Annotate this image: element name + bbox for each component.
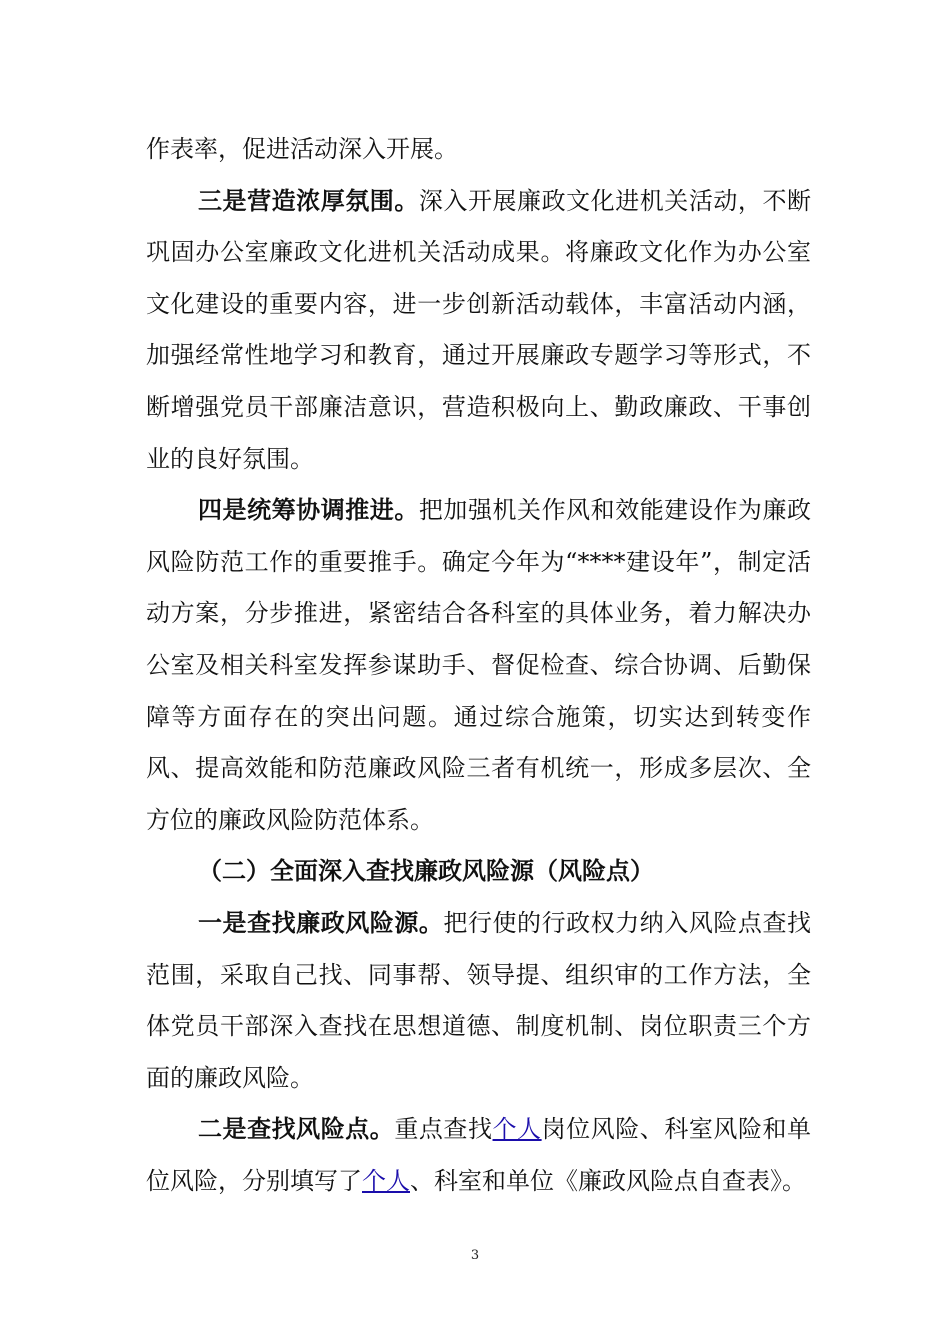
paragraph-lead: 一是查找廉政风险源。 <box>198 908 444 937</box>
paragraph-lead: 二是查找风险点。 <box>198 1115 395 1144</box>
paragraph-lead: 三是营造浓厚氛围。 <box>198 186 419 215</box>
paragraph-atmosphere <box>146 176 811 486</box>
hyperlink-personal[interactable]: 个人 <box>492 1115 542 1144</box>
paragraph-text: 作表率，促进活动深入开展。 <box>146 135 458 163</box>
paragraph-risk-point <box>146 1104 811 1207</box>
paragraph-text: 重点查找 <box>394 1115 493 1144</box>
paragraph-continuation <box>146 124 811 176</box>
paragraph-text: 、科室和单位《廉政风险点自查表》。 <box>410 1166 806 1195</box>
section-heading-text: （二）全面深入查找廉政风险源（风险点） <box>198 857 654 886</box>
paragraph-text: 把行使的行政权力纳入风险点查找范围，采取自己找、同事帮、领导提、组织审的工作方法，全体党员干部深入查找在思想道德、制度机制、岗位职责三个方面的廉政风险。 <box>146 908 812 1092</box>
hyperlink-personal[interactable]: 个人 <box>362 1166 410 1195</box>
paragraph-lead: 四是统筹协调推进。 <box>198 496 419 525</box>
paragraph-risk-source <box>146 898 811 1104</box>
section-heading <box>146 846 811 898</box>
page-number: 3 <box>470 1248 480 1263</box>
paragraph-text: 把加强机关作风和效能建设作为廉政风险防范工作的重要推手。确定今年为“****建设年”，制定活动方案，分步推进，紧密结合各科室的具体业务，着力解决办公室及相关科室发挥参谋助手、督促检查、综合协调、后勤保障等方面存在的突出问题。通过综合施策，切实达到转变作风、提高效能和防范廉政风险三者有机统一，形成多层次、全方位的廉政风险防范体系。 <box>146 496 811 834</box>
paragraph-coordination <box>146 485 811 846</box>
paragraph-text: 深入开展廉政文化进机关活动，不断巩固办公室廉政文化进机关活动成果。将廉政文化作为办公室文化建设的重要内容，进一步创新活动载体，丰富活动内涵，加强经常性地学习和教育，通过开展廉政专题学习等形式，不断增强党员干部廉洁意识，营造积极向上、勤政廉政、干事创业的良好氛围。 <box>146 186 811 473</box>
paragraph-text: 岗位风险、科室风险和单位风险，分别填写了 <box>146 1115 812 1195</box>
document-body <box>146 124 811 1207</box>
